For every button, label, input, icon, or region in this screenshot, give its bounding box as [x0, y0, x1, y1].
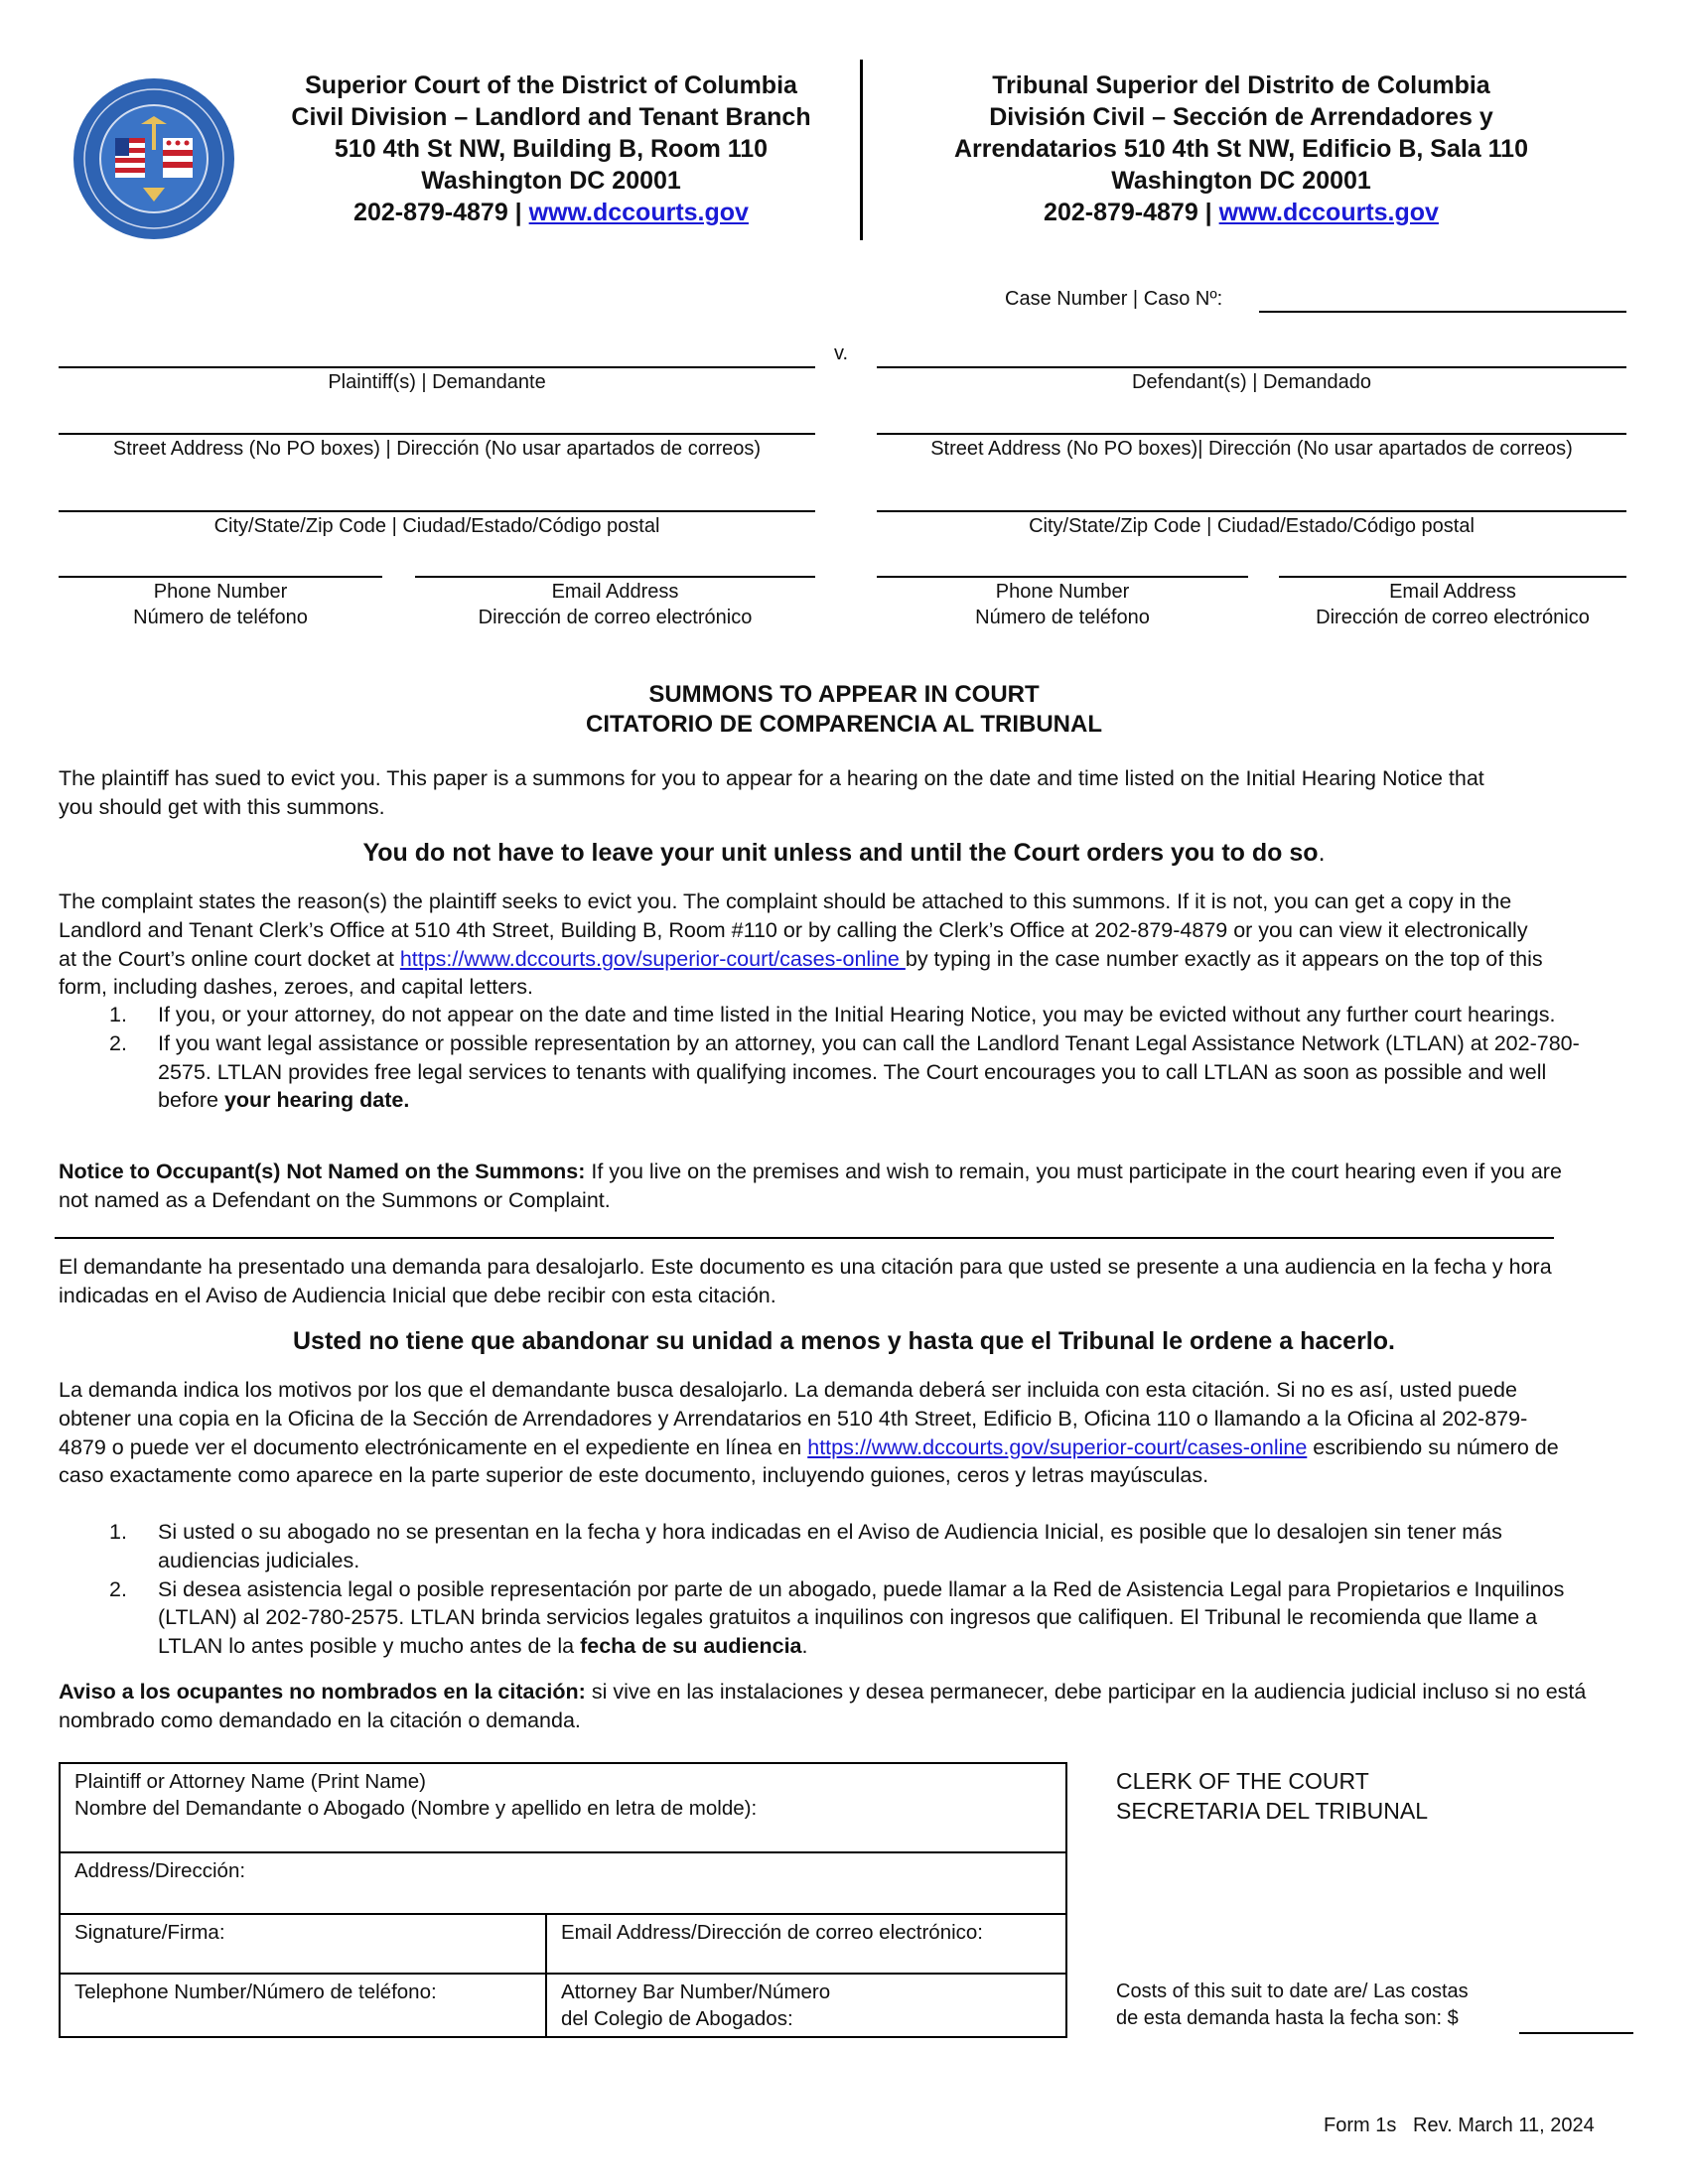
item-text: Si usted o su abogado no se presentan en la fecha y hora indicadas en el Aviso de Audiencia Inicial, es posible que lo desalojen sin tener más audiencias judiciales.	[158, 1520, 1502, 1572]
item-text-bold: fecha de su audiencia	[580, 1634, 802, 1659]
costs-line-2: de esta demanda hasta la fecha son: $	[1116, 2007, 1459, 2029]
plaintiff-city-field[interactable]	[59, 510, 815, 512]
bar-label-2: del Colegio de Abogados:	[561, 2007, 793, 2030]
court-seal-icon	[71, 76, 236, 241]
item-text: Si desea asistencia legal o posible representación por parte de un abogado, puede llamar a la Red de Asistencia Legal para Propietarios e Inquilinos (LTLAN) al 202-780-2575. LTLAN brinda servicios legales gratuitos a inquilinos con ingresos que califiquen. El Tribunal le recomienda que llame a LTLAN lo antes posible y mucho antes de la	[158, 1576, 1565, 1659]
case-number-label: Case Number | Caso Nº:	[1005, 288, 1223, 310]
defendant-street-label: Street Address (No PO boxes)| Dirección (No usar apartados de correos)	[930, 438, 1573, 460]
form-number: Form 1s	[1324, 2115, 1397, 2136]
plaintiff-field[interactable]	[59, 366, 815, 368]
form-revision: Rev. March 11, 2024	[1413, 2115, 1595, 2136]
case-number-field[interactable]	[1259, 311, 1626, 313]
form-footer	[1324, 2115, 1595, 2137]
list-item	[59, 1518, 1588, 1575]
notice-heading-es: Aviso a los ocupantes no nombrados en la citación:	[59, 1680, 586, 1704]
section-divider	[55, 1237, 1554, 1239]
plaintiff-phone-label	[59, 579, 382, 630]
bar-number-field[interactable]	[546, 1974, 1066, 2037]
plaintiff-email-field[interactable]	[415, 576, 815, 578]
list-item	[59, 1575, 1588, 1661]
english-list	[59, 1001, 1588, 1115]
header-spanish	[894, 69, 1589, 228]
spanish-notice	[59, 1678, 1608, 1735]
bold-period: .	[1318, 839, 1326, 867]
phone-label-en: Phone Number	[995, 581, 1130, 603]
division-es: División Civil – Sección de Arrendadores y	[989, 103, 1493, 131]
address-field[interactable]	[60, 1852, 1066, 1914]
phone-label-es: Número de teléfono	[133, 607, 308, 628]
bold-statement-en: You do not have to leave your unit unless and until the Court orders you to do so	[362, 839, 1319, 867]
item-number: 1.	[109, 1520, 127, 1544]
spanish-complaint	[59, 1376, 1568, 1490]
email-label-es: Dirección de correo electrónico	[1316, 607, 1590, 628]
notice-text-en: If you live on the premises and wish to remain, you must participate in the court hearing even if you are not named as a Defendant on the Summons or Complaint.	[59, 1160, 1562, 1212]
item-text-bold: your hearing date.	[223, 1088, 410, 1113]
city-es: Washington DC 20001	[1111, 167, 1371, 195]
clerk-of-court	[1116, 1766, 1428, 1826]
name-label-en: Plaintiff or Attorney Name (Print Name)	[74, 1770, 426, 1793]
website-link-en[interactable]: www.dccourts.gov	[528, 199, 749, 226]
item-text: If you want legal assistance or possible representation by an attorney, you can call the Landlord Tenant Legal Assistance Network (LTLAN) at 202-780-2575. LTLAN provides free legal services to tenants with qualifying incomes. The Court encourages you to call LTLAN as soon as possible and well before	[158, 1030, 1580, 1113]
defendant-phone-label	[877, 579, 1248, 630]
summons-title	[0, 680, 1688, 740]
defendant-email-field[interactable]	[1279, 576, 1626, 578]
list-item	[59, 1001, 1588, 1029]
item-text-end: .	[801, 1634, 808, 1659]
english-bold-statement	[0, 839, 1688, 868]
spanish-list	[59, 1518, 1588, 1661]
signature-field[interactable]	[60, 1914, 546, 1974]
spanish-intro: El demandante ha presentado una demanda para desalojarlo. Este documento es una citación para que usted se presente a una audiencia en la fecha y hora indicadas en el Aviso de Audiencia Inicial que debe recibir con esta citación.	[59, 1255, 1552, 1307]
court-name-en: Superior Court of the District of Columbia	[305, 71, 797, 99]
plaintiff-phone-field[interactable]	[59, 576, 382, 578]
bar-label-1: Attorney Bar Number/Número	[561, 1980, 831, 2003]
cases-online-link-en[interactable]: https://www.dccourts.gov/superior-court/cases-online	[399, 946, 906, 971]
plaintiff-city-label: City/State/Zip Code | Ciudad/Estado/Código postal	[213, 515, 660, 537]
plaintiff-email-label	[415, 579, 815, 630]
defendant-label: Defendant(s) | Demandado	[1132, 371, 1371, 393]
costs-line-1: Costs of this suit to date are/ Las costas	[1116, 1980, 1469, 2002]
defendant-email-label	[1279, 579, 1626, 630]
attorney-name-field[interactable]	[60, 1763, 1066, 1852]
defendant-field[interactable]	[877, 366, 1626, 368]
contact-es	[894, 197, 1589, 228]
telephone-field[interactable]	[60, 1974, 546, 2037]
defendant-phone-field[interactable]	[877, 576, 1248, 578]
email-label-es: Dirección de correo electrónico	[478, 607, 753, 628]
complaint-text-es-b: escribiendo su número de caso exactamente como aparece en la parte superior de este documento, incluyendo guiones, ceros y letras mayúsculas.	[59, 1434, 1559, 1488]
address-label: Address/Dirección:	[74, 1859, 246, 1882]
clerk-label-en: CLERK OF THE COURT	[1116, 1768, 1369, 1794]
contact-en	[258, 197, 844, 228]
complaint-text-es-a: La demanda indica los motivos por los que el demandante busca desalojarlo. La demanda deberá ser incluida con esta citación. Si no es así, usted puede obtener una copia en la Oficina de la Sección de Arrendadores y Arrendatarios en 510 4th Street, Edificio B, Oficina 110 o llamando a la Oficina al 202-879-4879 o puede ver el documento electrónicamente en el expediente en línea en	[59, 1378, 1528, 1459]
email-label: Email Address/Dirección de correo electrónico:	[561, 1921, 983, 1944]
plaintiff-label: Plaintiff(s) | Demandante	[328, 371, 546, 393]
signature-box	[59, 1762, 1067, 2038]
phone-en: 202-879-4879 |	[353, 199, 529, 226]
court-name-es: Tribunal Superior del Distrito de Columbia	[992, 71, 1490, 99]
title-es: CITATORIO DE COMPARENCIA AL TRIBUNAL	[586, 711, 1102, 738]
division-en: Civil Division – Landlord and Tenant Branch	[291, 103, 811, 131]
address-en: 510 4th St NW, Building B, Room 110	[334, 135, 769, 163]
website-link-es[interactable]: www.dccourts.gov	[1218, 199, 1439, 226]
complaint-text-en-b: by typing in the case number exactly as it appears on the top of this form, including dashes, zeroes, and capital letters.	[59, 946, 1543, 1000]
clerk-label-es: SECRETARIA DEL TRIBUNAL	[1116, 1798, 1428, 1824]
plaintiff-street-field[interactable]	[59, 433, 815, 435]
phone-es: 202-879-4879 |	[1044, 199, 1219, 226]
complaint-text-en-a: The complaint states the reason(s) the plaintiff seeks to evict you. The complaint should be attached to this summons. If it is not, you can get a copy in the Landlord and Tenant Clerk’s Office at 510 4th Street, Building B, Room #110 or by calling the Clerk’s Office at 202-879-4879 or you can view it electronically at the Court’s online court docket at	[59, 889, 1528, 971]
defendant-city-field[interactable]	[877, 510, 1626, 512]
title-en: SUMMONS TO APPEAR IN COURT	[648, 681, 1040, 708]
header-divider	[860, 60, 863, 240]
item-number: 2.	[109, 1576, 127, 1601]
address-es: Arrendatarios 510 4th St NW, Edificio B, Sala 110	[954, 135, 1528, 163]
header-english	[258, 69, 844, 228]
item-text: If you, or your attorney, do not appear on the date and time listed in the Initial Hearing Notice, you may be evicted without any further court hearings.	[158, 1003, 1556, 1026]
phone-label-es: Número de teléfono	[975, 607, 1150, 628]
list-item	[59, 1029, 1588, 1115]
telephone-label: Telephone Number/Número de teléfono:	[74, 1980, 437, 2003]
email-label-en: Email Address	[551, 581, 679, 603]
plaintiff-street-label: Street Address (No PO boxes) | Dirección (No usar apartados de correos)	[112, 438, 762, 460]
phone-label-en: Phone Number	[153, 581, 288, 603]
spanish-bold-statement: Usted no tiene que abandonar su unidad a menos y hasta que el Tribunal le ordene a hacerlo.	[293, 1327, 1395, 1355]
email-field[interactable]	[546, 1914, 1066, 1974]
name-label-es: Nombre del Demandante o Abogado (Nombre y apellido en letra de molde):	[74, 1797, 758, 1820]
signature-label: Signature/Firma:	[74, 1921, 225, 1944]
english-intro: The plaintiff has sued to evict you. This paper is a summons for you to appear for a hearing on the date and time listed on the Initial Hearing Notice that you should get with this summons.	[59, 766, 1484, 819]
item-number: 1.	[109, 1003, 127, 1026]
costs-label	[1116, 1979, 1469, 2032]
costs-field[interactable]	[1519, 2032, 1633, 2034]
item-number: 2.	[109, 1030, 127, 1055]
email-label-en: Email Address	[1389, 581, 1516, 603]
defendant-street-field[interactable]	[877, 433, 1626, 435]
defendant-city-label: City/State/Zip Code | Ciudad/Estado/Código postal	[1029, 515, 1475, 537]
english-complaint	[59, 887, 1548, 1002]
city-en: Washington DC 20001	[421, 167, 681, 195]
cases-online-link-es[interactable]: https://www.dccourts.gov/superior-court/cases-online	[807, 1434, 1308, 1459]
notice-heading-en: Notice to Occupant(s) Not Named on the Summons:	[59, 1160, 586, 1183]
notice-text-es: si vive en las instalaciones y desea permanecer, debe participar en la audiencia judicial incluso si no está nombrado como demandado en la citación o demanda.	[59, 1680, 1587, 1732]
versus-label: v.	[834, 342, 849, 364]
english-notice	[59, 1158, 1568, 1215]
